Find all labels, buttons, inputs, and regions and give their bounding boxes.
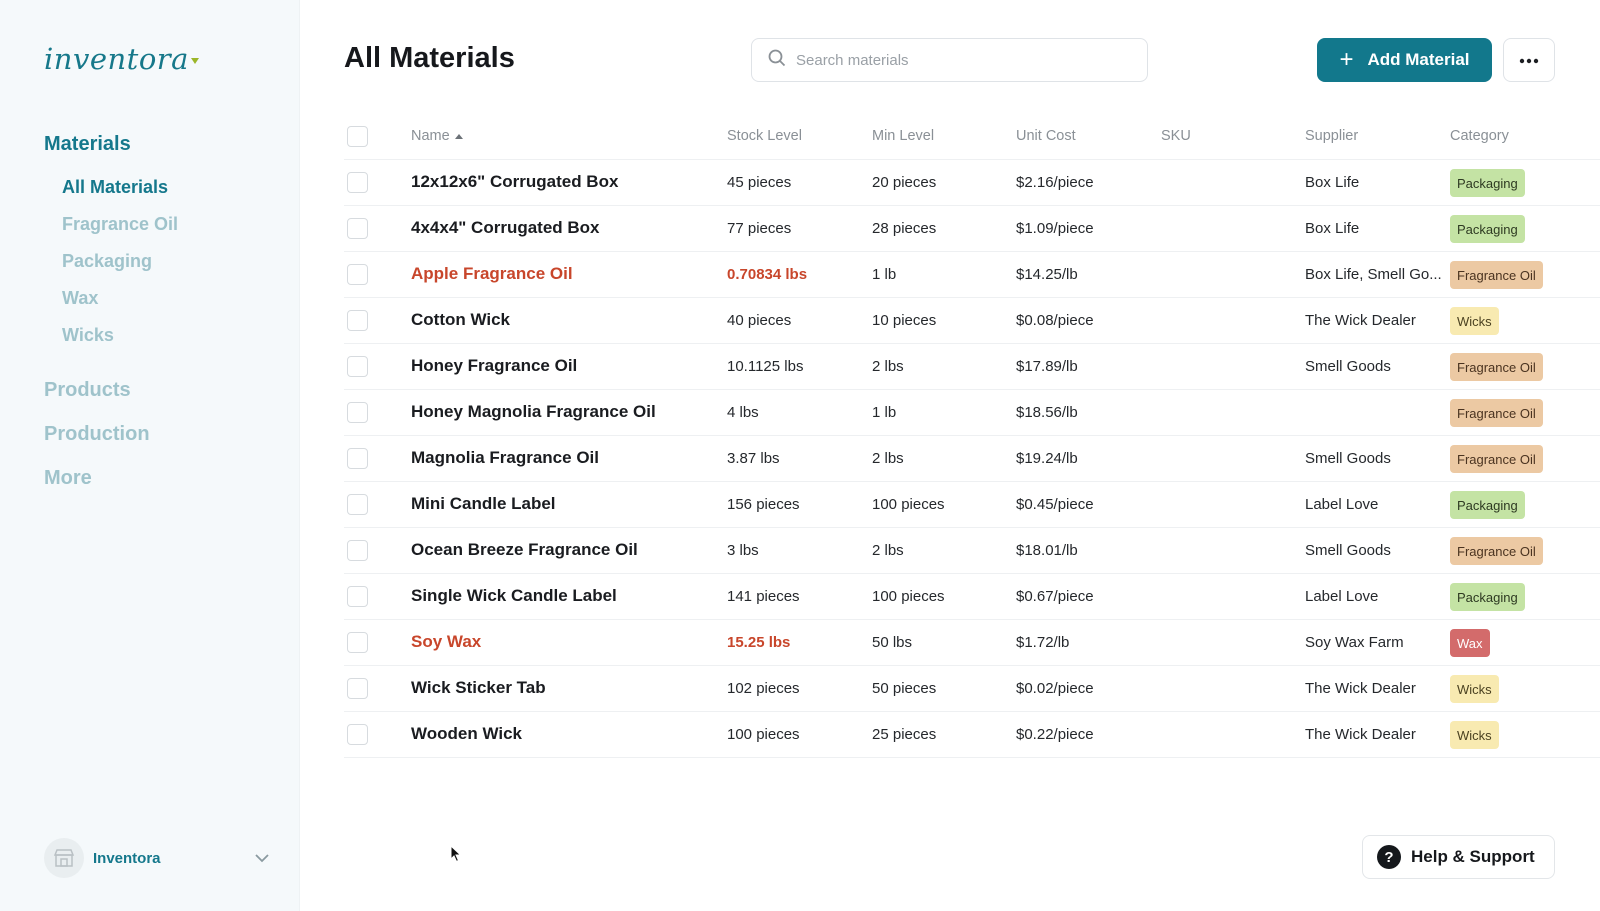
unit-cost: $0.45/piece (1016, 496, 1094, 513)
min-level: 28 pieces (872, 220, 937, 237)
category-badge: Wicks (1450, 675, 1499, 703)
logo[interactable] (44, 42, 199, 76)
stock-level: 4 lbs (727, 404, 759, 421)
supplier: The Wick Dealer (1305, 726, 1416, 743)
material-name[interactable]: Apple Fragrance Oil (411, 264, 573, 283)
table-row[interactable] (344, 390, 1600, 436)
min-level: 1 lb (872, 266, 897, 283)
nav-section-production[interactable]: Production (44, 423, 150, 445)
category-badge: Fragrance Oil (1450, 399, 1543, 427)
unit-cost: $18.56/lb (1016, 404, 1078, 421)
category-badge: Packaging (1450, 169, 1525, 197)
unit-cost: $18.01/lb (1016, 542, 1078, 559)
unit-cost: $14.25/lb (1016, 266, 1078, 283)
column-header-name[interactable] (411, 128, 464, 144)
nav-section-more[interactable]: More (44, 467, 92, 489)
row-checkbox[interactable] (347, 356, 368, 377)
stock-level: 156 pieces (727, 496, 800, 513)
account-name: Inventora (93, 849, 161, 867)
min-level: 10 pieces (872, 312, 937, 329)
supplier: Soy Wax Farm (1305, 634, 1404, 651)
supplier: Box Life, Smell Go... (1305, 266, 1442, 283)
material-name[interactable]: Wooden Wick (411, 724, 522, 743)
table-row[interactable] (344, 666, 1600, 712)
nav-item-wax[interactable]: Wax (62, 288, 99, 308)
nav-section-products[interactable]: Products (44, 379, 131, 401)
material-name[interactable]: Soy Wax (411, 632, 482, 651)
table-header (344, 114, 1600, 160)
chevron-down-icon[interactable] (252, 848, 272, 868)
materials-table (344, 114, 1600, 758)
stock-level: 102 pieces (727, 680, 800, 697)
unit-cost: $19.24/lb (1016, 450, 1078, 467)
add-material-label: Add Material (1367, 50, 1470, 69)
material-name[interactable]: 4x4x4" Corrugated Box (411, 218, 600, 237)
sort-ascending-icon (454, 128, 464, 144)
mouse-cursor-icon (450, 845, 462, 868)
unit-cost: $1.09/piece (1016, 220, 1094, 237)
row-checkbox[interactable] (347, 632, 368, 653)
table-row[interactable] (344, 298, 1600, 344)
row-checkbox[interactable] (347, 264, 368, 285)
table-row[interactable] (344, 436, 1600, 482)
unit-cost: $17.89/lb (1016, 358, 1078, 375)
min-level: 50 lbs (872, 634, 913, 651)
material-name[interactable]: Magnolia Fragrance Oil (411, 448, 599, 467)
sidebar (0, 0, 300, 911)
table-row[interactable] (344, 482, 1600, 528)
page-title: All Materials (344, 42, 515, 74)
row-checkbox[interactable] (347, 172, 368, 193)
stock-level: 3 lbs (727, 542, 759, 559)
material-name[interactable]: Honey Fragrance Oil (411, 356, 578, 375)
unit-cost: $2.16/piece (1016, 174, 1094, 191)
stock-level: 77 pieces (727, 220, 792, 237)
category-badge: Fragrance Oil (1450, 353, 1543, 381)
table-row[interactable] (344, 712, 1600, 758)
unit-cost: $0.67/piece (1016, 588, 1094, 605)
table-row[interactable] (344, 574, 1600, 620)
category-badge: Packaging (1450, 583, 1525, 611)
material-name[interactable]: Single Wick Candle Label (411, 586, 617, 605)
nav-item-wicks[interactable]: Wicks (62, 325, 114, 345)
nav-item-packaging[interactable]: Packaging (62, 251, 153, 271)
table-row[interactable] (344, 206, 1600, 252)
supplier: Label Love (1305, 588, 1379, 605)
min-level: 1 lb (872, 404, 897, 421)
unit-cost: $0.22/piece (1016, 726, 1094, 743)
min-level: 25 pieces (872, 726, 937, 743)
supplier: Smell Goods (1305, 358, 1391, 375)
category-badge: Fragrance Oil (1450, 445, 1543, 473)
category-badge: Fragrance Oil (1450, 261, 1543, 289)
table-row[interactable] (344, 252, 1600, 298)
search-box[interactable] (751, 38, 1148, 82)
table-row[interactable] (344, 344, 1600, 390)
column-header-sku[interactable]: SKU (1161, 128, 1191, 144)
material-name[interactable]: Ocean Breeze Fragrance Oil (411, 540, 638, 559)
nav-item-all-materials[interactable]: All Materials (62, 177, 169, 197)
stock-level: 45 pieces (727, 174, 792, 191)
row-checkbox[interactable] (347, 448, 368, 469)
help-support-label: Help & Support (1411, 847, 1535, 866)
row-checkbox[interactable] (347, 586, 368, 607)
logo-accent-icon (191, 58, 199, 64)
material-name[interactable]: Wick Sticker Tab (411, 678, 546, 697)
column-header-min[interactable]: Min Level (872, 128, 935, 144)
nav-section-materials[interactable]: Materials (44, 133, 131, 155)
min-level: 50 pieces (872, 680, 937, 697)
stock-level: 141 pieces (727, 588, 800, 605)
account-switcher[interactable] (44, 838, 272, 878)
material-name[interactable]: Honey Magnolia Fragrance Oil (411, 402, 656, 421)
select-all-checkbox[interactable] (347, 126, 368, 147)
category-badge: Fragrance Oil (1450, 537, 1543, 565)
row-checkbox[interactable] (347, 494, 368, 515)
unit-cost: $0.08/piece (1016, 312, 1094, 329)
supplier: The Wick Dealer (1305, 312, 1416, 329)
stock-level: 10.1125 lbs (727, 358, 804, 375)
material-name[interactable]: 12x12x6" Corrugated Box (411, 172, 619, 191)
help-support-button[interactable] (1362, 835, 1555, 879)
category-badge: Packaging (1450, 491, 1525, 519)
min-level: 100 pieces (872, 588, 945, 605)
row-checkbox[interactable] (347, 310, 368, 331)
row-checkbox[interactable] (347, 678, 368, 699)
min-level: 2 lbs (872, 358, 904, 375)
column-header-stock[interactable]: Stock Level (727, 128, 802, 144)
min-level: 20 pieces (872, 174, 937, 191)
stock-level: 100 pieces (727, 726, 800, 743)
row-checkbox[interactable] (347, 540, 368, 561)
table-row[interactable] (344, 160, 1600, 206)
search-icon (768, 49, 786, 72)
unit-cost: $1.72/lb (1016, 634, 1070, 651)
stock-level: 3.87 lbs (727, 450, 780, 467)
material-name[interactable]: Mini Candle Label (411, 494, 556, 513)
supplier: Smell Goods (1305, 542, 1391, 559)
supplier: The Wick Dealer (1305, 680, 1416, 697)
add-material-button[interactable] (1317, 38, 1492, 82)
stock-level: 0.70834 lbs (727, 266, 808, 283)
more-options-button[interactable] (1503, 38, 1555, 82)
table-body (344, 160, 1600, 758)
plus-icon: + (1339, 46, 1354, 73)
supplier: Smell Goods (1305, 450, 1391, 467)
category-badge: Wicks (1450, 721, 1499, 749)
stock-level: 15.25 lbs (727, 634, 791, 651)
category-badge: Packaging (1450, 215, 1525, 243)
supplier: Box Life (1305, 220, 1360, 237)
search-input[interactable] (796, 52, 1116, 69)
category-badge: Wicks (1450, 307, 1499, 335)
supplier: Box Life (1305, 174, 1360, 191)
table-row[interactable] (344, 528, 1600, 574)
min-level: 100 pieces (872, 496, 945, 513)
logo-text: inventora (44, 42, 189, 76)
category-badge: Wax (1450, 629, 1490, 657)
ellipsis-icon (1519, 51, 1539, 69)
column-name-label: Name (411, 128, 450, 144)
supplier: Label Love (1305, 496, 1379, 513)
material-name[interactable]: Cotton Wick (411, 310, 511, 329)
help-icon: ? (1377, 845, 1401, 869)
min-level: 2 lbs (872, 542, 904, 559)
table-row[interactable] (344, 620, 1600, 666)
nav-item-fragrance-oil[interactable]: Fragrance Oil (62, 214, 179, 234)
unit-cost: $0.02/piece (1016, 680, 1094, 697)
row-checkbox[interactable] (347, 724, 368, 745)
column-header-category[interactable]: Category (1450, 128, 1509, 144)
store-icon (44, 838, 84, 878)
column-header-supplier[interactable]: Supplier (1305, 128, 1359, 144)
row-checkbox[interactable] (347, 402, 368, 423)
row-checkbox[interactable] (347, 218, 368, 239)
column-header-cost[interactable]: Unit Cost (1016, 128, 1076, 144)
min-level: 2 lbs (872, 450, 904, 467)
stock-level: 40 pieces (727, 312, 792, 329)
